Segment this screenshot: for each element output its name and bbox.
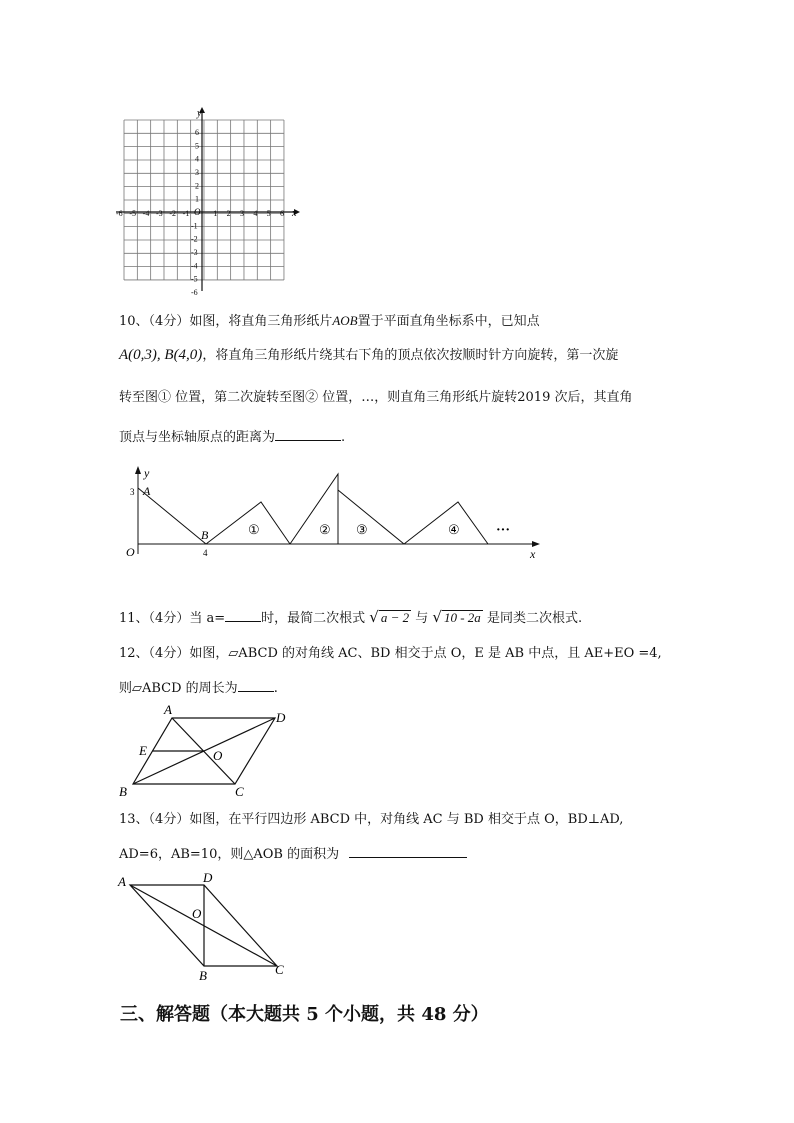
q11-suffix: 是同类二次根式. <box>486 611 583 626</box>
grid-x-label: x <box>292 208 297 219</box>
fig12-o-label: O <box>213 748 223 763</box>
fig13-a-label: A <box>118 874 126 889</box>
fig13-d-label: D <box>203 870 213 885</box>
grid-y-tick-label: -1 <box>191 221 198 231</box>
fig12-a-label: A <box>164 702 172 717</box>
q11-radicand-1: a − 2 <box>380 610 410 625</box>
radical-sign-1: √ <box>369 608 379 626</box>
grid-y-tick-label: -2 <box>191 234 198 244</box>
q11-mid: 时，最简二次根式 <box>261 611 366 626</box>
q10-line4 <box>119 426 345 447</box>
q10-answer-blank[interactable] <box>275 426 341 441</box>
q10-end: . <box>341 430 346 445</box>
q11-conj: 与 <box>415 611 429 626</box>
coordinate-grid-figure <box>110 105 310 295</box>
q10-line4-text: 顶点与坐标轴原点的距离为 <box>119 430 276 445</box>
grid-x-tick-label: -3 <box>156 209 163 218</box>
grid-y-tick-label: 3 <box>195 168 199 178</box>
grid-x-tick-label: 5 <box>266 209 271 218</box>
grid-y-tick-label: -5 <box>191 274 198 284</box>
q11-radicand-2: 10 - 2a <box>443 610 481 625</box>
radical-sign-2: √ <box>432 608 442 626</box>
grid-x-tick-label: -4 <box>142 209 150 218</box>
fig10-point-b-label: B <box>201 528 209 542</box>
fig10-point-a-label: A <box>143 484 151 498</box>
grid-origin-label: O <box>194 207 201 217</box>
grid-y-tick-label: -3 <box>191 247 198 257</box>
fig10-tick-4: 4 <box>203 548 208 558</box>
q12-line1: 12、（4分）如图，▱ABCD 的对角线 AC、BD 相交于点 O，E 是 AB 中点，且 AE+EO =4, <box>119 646 662 661</box>
q12-line2 <box>119 677 278 698</box>
grid-y-label: y <box>197 108 202 119</box>
q10-line2 <box>119 346 618 365</box>
fig12-b-label: B <box>119 784 127 799</box>
grid-x-tick-label: -1 <box>182 209 190 218</box>
fig12-d-label: D <box>276 710 286 725</box>
q13-answer-blank[interactable] <box>349 843 467 858</box>
grid-x-tick-label: -6 <box>116 209 123 218</box>
section-3-heading: 三、解答题（本大题共 5 个小题，共 48 分） <box>120 1004 489 1025</box>
q10-prefix: 10、（4分）如图，将直角三角形纸片 <box>119 314 333 329</box>
q13-line1: 13、（4分）如图，在平行四边形 ABCD 中，对角线 AC 与 BD 相交于点 O，BD⊥AD, <box>119 812 624 827</box>
grid-x-tick-label: 2 <box>226 209 231 218</box>
q12-end: . <box>273 681 278 696</box>
fig10-circle-2: ② <box>319 522 331 537</box>
q11-answer-blank[interactable] <box>225 607 261 622</box>
grid-x-tick-label: 1 <box>213 209 218 218</box>
fig12-e-label: E <box>139 743 147 758</box>
grid-y-tick-label: 1 <box>195 194 199 204</box>
grid-y-tick-label: -6 <box>191 287 198 295</box>
fig10-origin-label: O <box>126 545 135 559</box>
q10-line1 <box>119 312 540 331</box>
fig10-circle-1: ① <box>248 522 260 537</box>
parallelogram-figure-q13 <box>115 870 295 985</box>
fig10-ellipsis: ··· <box>496 523 511 538</box>
q10-line2-text: ，将直角三角形纸片绕其右下角的顶点依次按顺时针方向旋转，第一次旋 <box>202 348 619 363</box>
grid-y-tick-label: 4 <box>195 154 199 164</box>
parallelogram-figure-q12 <box>115 700 300 800</box>
rotating-triangle-figure <box>118 462 548 562</box>
fig10-circle-4: ④ <box>448 522 460 537</box>
q10-line1-suffix: 置于平面直角坐标系中，已知点 <box>357 314 540 329</box>
fig12-c-label: C <box>235 784 244 799</box>
grid-x-tick-label: 3 <box>239 209 244 218</box>
q12-answer-blank[interactable] <box>238 677 274 692</box>
q10-line3: 转至图① 位置，第二次旋转至图② 位置，…，则直角三角形纸片旋转2019 次后，其直角 <box>119 390 633 405</box>
grid-x-tick-label: -5 <box>129 209 137 218</box>
fig13-c-label: C <box>275 962 284 977</box>
q12-line2-prefix: 则▱ABCD 的周长为 <box>119 681 238 696</box>
fig10-y-label: y <box>144 466 150 480</box>
grid-y-tick-label: -4 <box>191 261 198 271</box>
q11-line <box>119 607 582 628</box>
fig10-circle-3: ③ <box>356 522 368 537</box>
q10-aob: AOB <box>332 313 358 328</box>
grid-y-tick-label: 2 <box>195 181 199 191</box>
fig13-b-label: B <box>199 968 207 983</box>
q11-prefix: 11、（4分）当 a= <box>119 611 226 626</box>
grid-x-tick-label: 6 <box>279 209 284 218</box>
fig10-x-label: x <box>530 547 536 561</box>
grid-y-tick-label: 6 <box>195 128 199 138</box>
grid-x-tick-label: 4 <box>253 209 258 218</box>
grid-x-tick-label: -2 <box>169 209 177 218</box>
q10-coords: A(0,3), B(4,0) <box>119 347 203 363</box>
grid-y-tick-label: 5 <box>195 141 199 151</box>
fig10-tick-3: 3 <box>130 487 135 497</box>
q13-line2 <box>119 843 467 864</box>
q13-line2-text: AD=6，AB=10，则△AOB 的面积为 <box>119 847 340 862</box>
fig13-o-label: O <box>192 906 202 921</box>
